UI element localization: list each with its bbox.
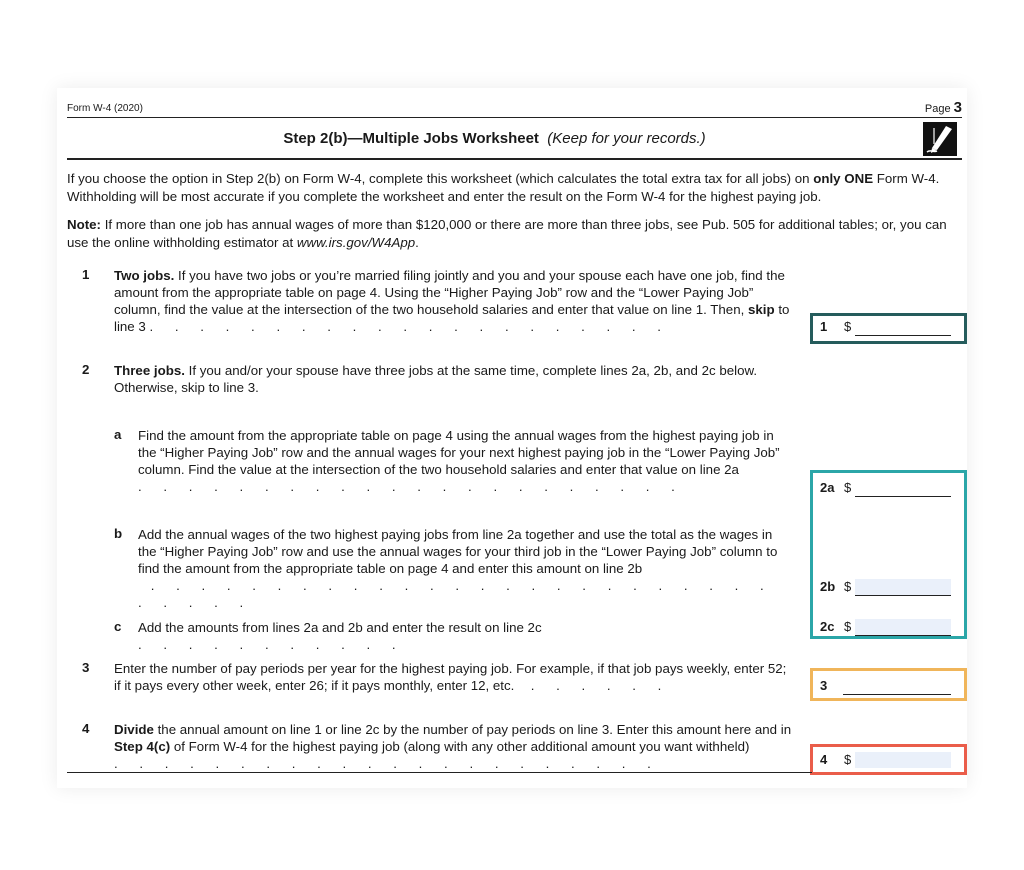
line-2a-input[interactable]: [855, 479, 951, 497]
line-4-field-label: 4: [820, 752, 828, 767]
line-4-number: 4: [82, 721, 90, 736]
intro-emphasis: only ONE: [813, 171, 874, 186]
leader-dots: . . . . . . . . . . . . . . . . . . . . . .: [138, 479, 684, 494]
line-2b-letter: b: [114, 526, 123, 541]
line-3-text: [114, 660, 794, 694]
line-2c-text: [138, 619, 794, 653]
title-divider: [67, 158, 962, 160]
line-1-skip: skip: [748, 302, 775, 317]
title-note: (Keep for your records.): [547, 130, 706, 147]
dollar-sign: $: [844, 319, 852, 334]
dollar-sign: $: [844, 480, 852, 495]
intro-text: If you choose the option in Step 2(b) on Form W-4, complete this worksheet (which calculates the total extra tax for all jobs) on: [67, 171, 810, 186]
line-1-body-end: to line 3: [114, 302, 790, 334]
line-4-input[interactable]: [855, 752, 951, 768]
line-2b-field-label: 2b: [820, 579, 836, 594]
leader-dots: . . . . . . . . . . . . . . . . . . . . . .: [114, 756, 660, 771]
pen-icon: [923, 122, 957, 156]
line-2-body: If you and/or your spouse have three jobs at the same time, complete lines 2a, 2b, and 2c below. Otherwise, skip to line 3.: [114, 363, 758, 395]
line-2-number: 2: [82, 362, 90, 377]
page-label: Page: [924, 103, 951, 115]
line-2a-field-label: 2a: [820, 480, 835, 495]
leader-dots: . . . . . . . . . . . . . . . . . . . . .: [149, 319, 670, 334]
line-2b-underline: [855, 578, 951, 596]
line-2a-letter: a: [114, 427, 122, 442]
leader-dots: . . . . . . . . . . .: [138, 637, 405, 652]
estimator-link[interactable]: www.irs.gov/W4App: [296, 235, 416, 250]
note-label: Note:: [67, 217, 101, 232]
line-1-heading: Two jobs.: [114, 268, 175, 283]
note-paragraph: [67, 216, 962, 252]
line-4-body: the annual amount on line 1 or line 2c by the number of pay periods on line 3. Enter this amount here and in: [157, 722, 792, 737]
line-2b-text: [138, 526, 794, 611]
line-4-text: [114, 721, 794, 772]
header-divider: [67, 117, 962, 118]
line-4-heading: Divide: [114, 722, 154, 737]
line-2-heading: Three jobs.: [114, 363, 185, 378]
line-4-field[interactable]: [813, 750, 957, 769]
line-1-field-label: 1: [820, 319, 828, 334]
form-name: Form W-4 (2020): [67, 103, 143, 114]
line-2c-field-label: 2c: [820, 619, 835, 634]
line-2a-field[interactable]: [813, 478, 957, 497]
leader-dots: . . . . . .: [518, 678, 671, 693]
intro-paragraph: [67, 170, 962, 206]
note-end: .: [415, 235, 419, 250]
line-4-body-end: of Form W-4 for the highest paying job (along with any other additional amount you want withheld): [173, 739, 750, 754]
line-1-input[interactable]: [855, 318, 951, 336]
line-3-field[interactable]: [813, 676, 957, 695]
line-2b-field[interactable]: [813, 577, 957, 596]
dollar-sign: $: [844, 619, 852, 634]
line-2c-letter: c: [114, 619, 122, 634]
line-3-field-label: 3: [820, 678, 828, 693]
line-2c-body: Add the amounts from lines 2a and 2b and enter the result on line 2c: [138, 620, 542, 635]
line-1-text: [114, 267, 794, 335]
footer-divider: [67, 772, 812, 773]
intro-text-2: Form W-4. Withholding will be most accurate if you complete the worksheet and enter the result on the Form W-4 for the highest paying job.: [67, 171, 940, 204]
line-2a-body: Find the amount from the appropriate table on page 4 using the annual wages from the highest paying job in the “Higher Paying Job” row and the annual wages for your next highest paying job in the “Lower Paying Job” column. Find the value at the intersection of the two household salaries and enter that value on line 2a: [138, 428, 780, 477]
line-3-input[interactable]: [843, 677, 951, 695]
leader-dots: . . . . . . . . . . . . . . . . . . . . . . . . . . . . . .: [138, 578, 773, 610]
line-2a-text: [138, 427, 794, 495]
worksheet-title: [67, 130, 922, 147]
dollar-sign: $: [844, 752, 852, 767]
title-main: Step 2(b)—Multiple Jobs Worksheet: [283, 130, 539, 147]
note-text: If more than one job has annual wages of more than $120,000 or there are more than three jobs, see Pub. 505 for additional tables; or, you can use the online withholding estimator at: [67, 217, 947, 250]
line-1-number: 1: [82, 267, 90, 282]
line-2b-body: Add the annual wages of the two highest paying jobs from line 2a together and use the total as the wages in the “Higher Paying Job” row and use the annual wages for your third job in the “Lower Paying Job” column to find the amount from the appropriate table on page 4 and enter this amount on line 2b: [138, 527, 778, 576]
page-indicator: [880, 99, 962, 116]
line-2-text: [114, 362, 794, 396]
line-1-field[interactable]: [813, 317, 957, 336]
line-3-number: 3: [82, 660, 90, 675]
dollar-sign: $: [844, 579, 852, 594]
page-number: 3: [953, 99, 962, 116]
line-4-step-ref: Step 4(c): [114, 739, 171, 754]
line-1-body: If you have two jobs or you’re married filing jointly and you and your spouse each have one job, find the amount from the appropriate table on page 4. Using the “Higher Paying Job” row and the “Lower Paying Job” column, find the value at the intersection of the two household salaries and enter that value on line 1. Then,: [114, 268, 785, 317]
line-2c-field[interactable]: [813, 617, 957, 636]
line-3-body: Enter the number of pay periods per year for the highest paying job. For example, if that job pays weekly, enter 52; if it pays every other week, enter 26; if it pays monthly, enter 12, etc.: [114, 661, 787, 693]
line-2c-underline: [855, 618, 951, 636]
